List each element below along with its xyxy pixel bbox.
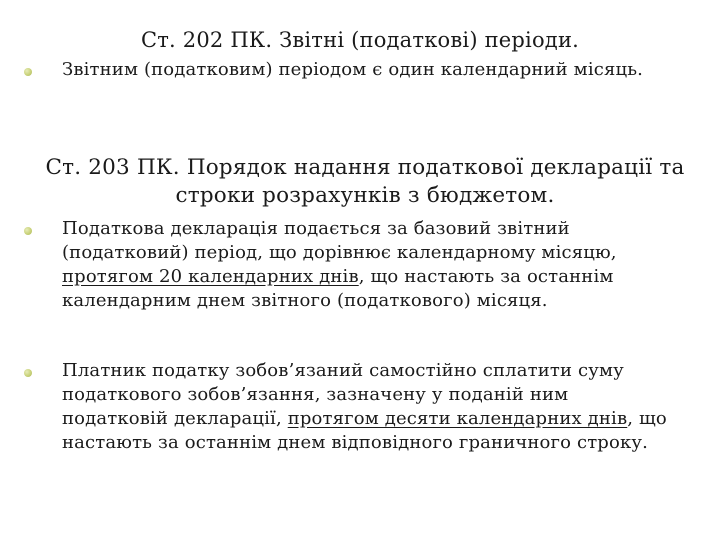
bullet-text: Звітним (податковим) періодом є один календарний місяць. — [62, 59, 644, 80]
underlined-deadline: протягом 20 календарних днів — [62, 266, 359, 287]
bullet-text-part: , що настають за останнім календарним днем звітного (податкового) місяця. — [62, 266, 614, 311]
bullet-item-payment-deadline — [20, 359, 680, 455]
heading-article-203: Ст. 203 ПК. Порядок надання податкової декларації та строки розрахунків з бюджетом. — [45, 155, 685, 208]
bullet-text — [62, 217, 680, 313]
bullet-text — [62, 359, 680, 455]
bullet-item-declaration-deadline — [20, 217, 680, 313]
bullet-icon — [24, 369, 32, 377]
bullet-icon — [24, 227, 32, 235]
underlined-deadline: протягом десяти календарних днів — [287, 408, 628, 429]
heading-article-202: Ст. 202 ПК. Звітні (податкові) періоди. — [140, 28, 580, 52]
bullet-item-reporting-period — [20, 58, 680, 82]
bullet-icon — [24, 68, 32, 76]
bullet-text-part: , що настають за останнім днем відповідного граничного строку. — [62, 408, 667, 453]
bullet-text-part: Платник податку зобов’язаний самостійно сплатити суму податкового зобов’язання, зазначену у поданій ним податковій декларації, — [62, 360, 624, 429]
bullet-text-part: Податкова декларація подається за базовий звітний (податковий) період, що дорівнює календарному місяцю, — [62, 218, 617, 263]
